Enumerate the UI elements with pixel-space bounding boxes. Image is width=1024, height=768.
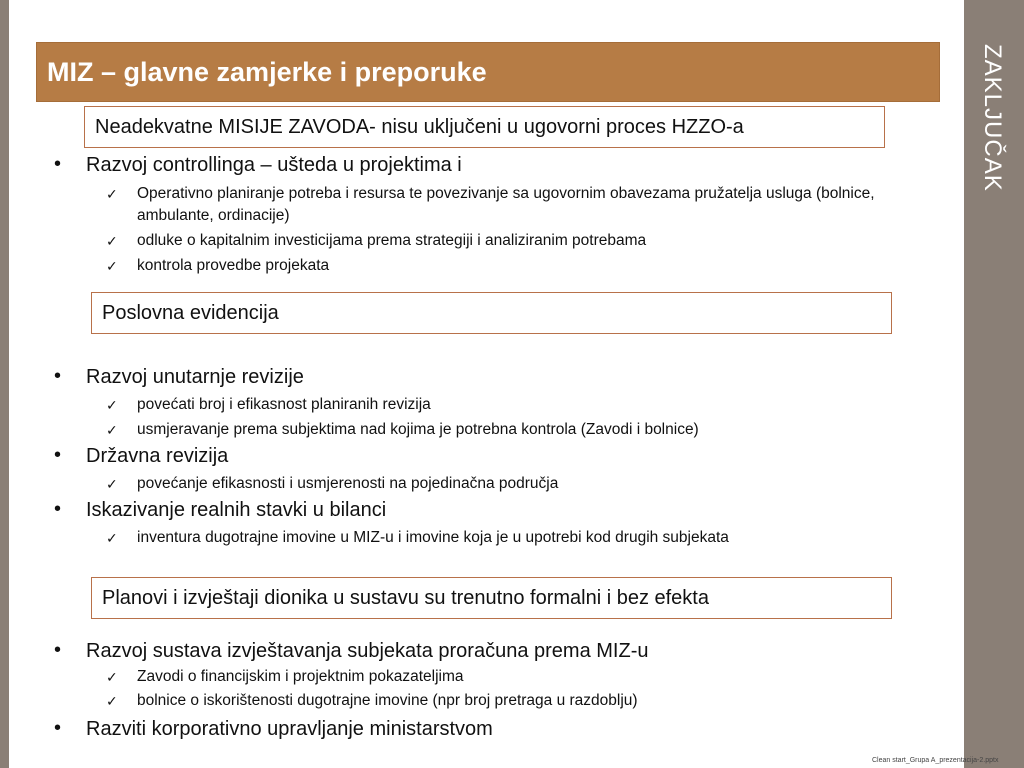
left-edge-rule	[0, 0, 9, 768]
bullet-text: Iskazivanje realnih stavki u bilanci	[86, 499, 387, 521]
bullet-text: Razvoj unutarnje revizije	[86, 366, 304, 388]
bullet-dot-icon: •	[54, 365, 62, 387]
check-text: Operativno planiranje potreba i resursa te povezivanje sa ugovornim obavezama pružatelja usluga (bolnice, ambulante, ordinacije)	[137, 185, 875, 224]
bullet-dot-icon: •	[54, 717, 62, 739]
bullet-dot-icon: •	[54, 444, 62, 466]
footer-filename: Clean start_Grupa A_prezentacija-2.pptx	[872, 757, 999, 764]
check-text: odluke o kapitalnim investicijama prema strategiji i analiziranim potrebama	[137, 232, 647, 249]
bullet-text: Državna revizija	[86, 445, 229, 467]
check-text: Zavodi o financijskim i projektnim pokazateljima	[137, 668, 464, 685]
callout-text: Planovi i izvještaji dionika u sustavu su trenutno formalni i bez efekta	[102, 586, 709, 609]
checkmark-icon: ✓	[106, 693, 118, 709]
check-text: bolnice o iskorištenosti dugotrajne imovine (npr broj pretraga u razdoblju)	[137, 692, 638, 709]
bullet-text: Razvoj controllinga – ušteda u projektima i	[86, 154, 462, 176]
callout-box-missions	[84, 106, 885, 148]
check-text: povećanje efikasnosti i usmjerenosti na pojedinačna područja	[137, 475, 559, 492]
check-text: inventura dugotrajne imovine u MIZ-u i imovine koja je u upotrebi kod drugih subjekata	[137, 529, 729, 546]
checkmark-icon: ✓	[106, 476, 118, 492]
checkmark-icon: ✓	[106, 422, 118, 438]
title-bar	[36, 42, 940, 102]
bullet-dot-icon: •	[54, 153, 62, 175]
check-text: povećati broj i efikasnost planiranih revizija	[137, 396, 431, 413]
check-text: kontrola provedbe projekata	[137, 257, 330, 274]
bullet-text: Razvoj sustava izvještavanja subjekata proračuna prema MIZ-u	[86, 640, 649, 662]
callout-text: Poslovna evidencija	[102, 301, 279, 324]
bullet-dot-icon: •	[54, 498, 62, 520]
checkmark-icon: ✓	[106, 397, 118, 413]
checkmark-icon: ✓	[106, 258, 118, 274]
bullet-text: Razviti korporativno upravljanje ministarstvom	[86, 718, 493, 740]
checkmark-icon: ✓	[106, 186, 118, 202]
checkmark-icon: ✓	[106, 669, 118, 685]
callout-text: Neadekvatne MISIJE ZAVODA- nisu uključeni u ugovorni proces HZZO-a	[95, 115, 744, 138]
check-text: usmjeravanje prema subjektima nad kojima je potrebna kontrola (Zavodi i bolnice)	[137, 421, 699, 438]
bullet-dot-icon: •	[54, 639, 62, 661]
checkmark-icon: ✓	[106, 233, 118, 249]
slide-title: MIZ – glavne zamjerke i preporuke	[47, 57, 487, 87]
callout-box-plans-reports	[91, 577, 892, 619]
side-section-label: ZAKLJUČAK	[979, 44, 1006, 192]
checkmark-icon: ✓	[106, 530, 118, 546]
callout-box-business-records	[91, 292, 892, 334]
